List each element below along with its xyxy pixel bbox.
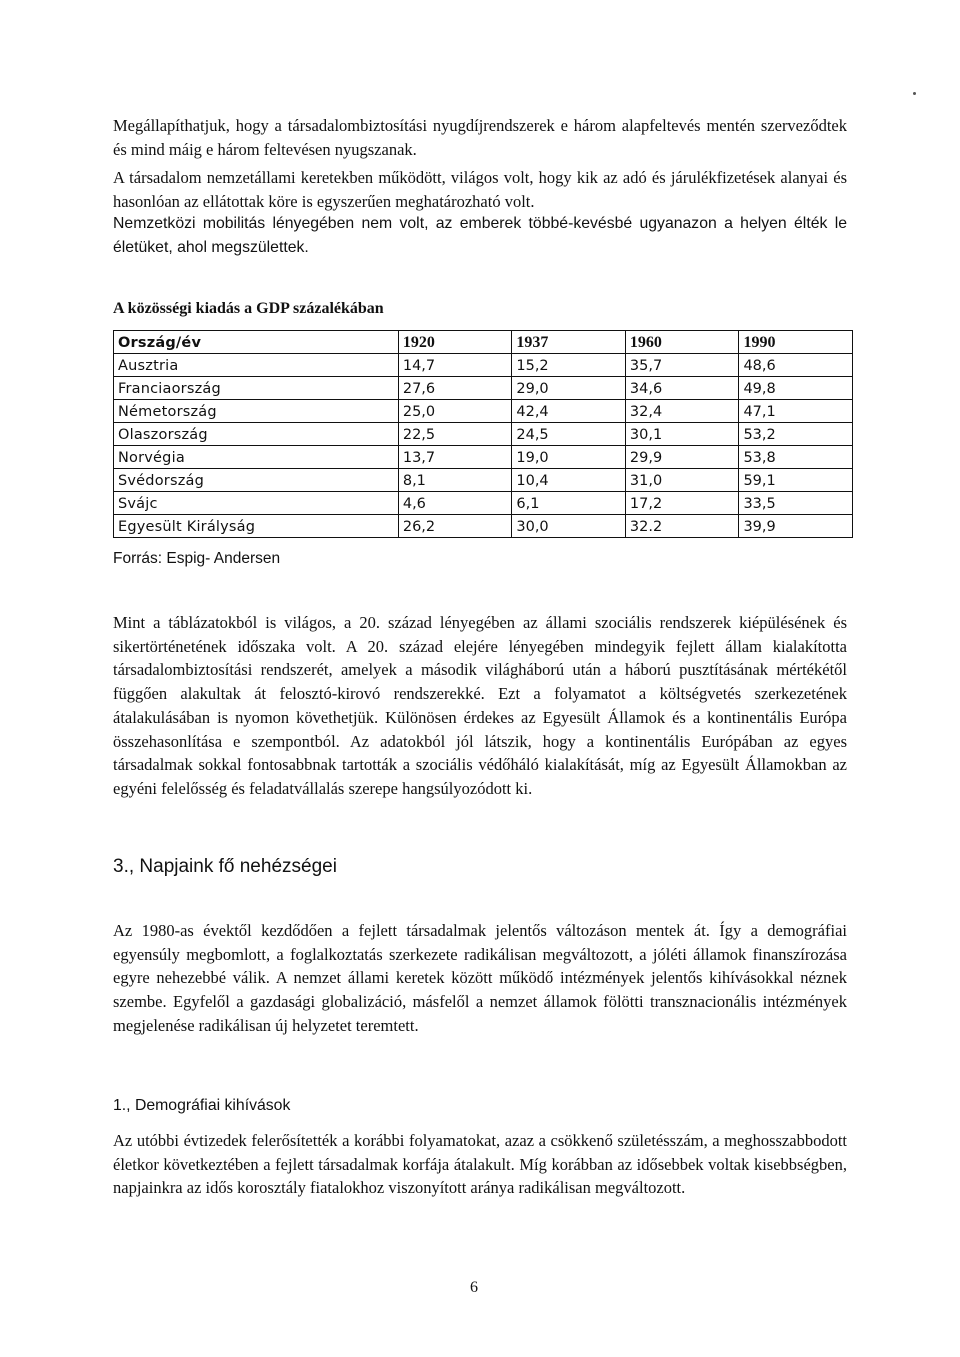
cell-value: 53,2 xyxy=(739,423,853,446)
cell-country: Németország xyxy=(114,400,399,423)
cell-value: 30,0 xyxy=(512,515,626,538)
gdp-spending-table xyxy=(113,330,853,538)
cell-value: 13,7 xyxy=(398,446,512,469)
table-title: A közösségi kiadás a GDP százalékában xyxy=(113,300,384,317)
table-row xyxy=(114,354,853,377)
cell-country: Franciaország xyxy=(114,377,399,400)
scan-speck xyxy=(913,92,916,95)
cell-value: 39,9 xyxy=(739,515,853,538)
cell-value: 32.2 xyxy=(625,515,739,538)
table-row xyxy=(114,446,853,469)
table-row xyxy=(114,400,853,423)
cell-value: 14,7 xyxy=(398,354,512,377)
table-row xyxy=(114,492,853,515)
cell-value: 6,1 xyxy=(512,492,626,515)
cell-value: 34,6 xyxy=(625,377,739,400)
paragraph-mobility: Nemzetközi mobilitás lényegében nem volt, az emberek többé-kevésbé ugyanazon a helyen élték le életüket, ahol megszülettek. xyxy=(113,215,847,256)
cell-value: 27,6 xyxy=(398,377,512,400)
cell-country: Ausztria xyxy=(114,354,399,377)
cell-country: Olaszország xyxy=(114,423,399,446)
cell-value: 15,2 xyxy=(512,354,626,377)
cell-value: 35,7 xyxy=(625,354,739,377)
header-cell-year: 1920 xyxy=(398,331,512,354)
table-header-row xyxy=(114,331,853,354)
header-cell-year: 1937 xyxy=(512,331,626,354)
cell-value: 24,5 xyxy=(512,423,626,446)
cell-value: 49,8 xyxy=(739,377,853,400)
cell-value: 8,1 xyxy=(398,469,512,492)
cell-country: Norvégia xyxy=(114,446,399,469)
cell-value: 53,8 xyxy=(739,446,853,469)
header-cell-year: 1990 xyxy=(739,331,853,354)
table-row xyxy=(114,469,853,492)
page-number: 6 xyxy=(470,1279,478,1296)
cell-country: Svédország xyxy=(114,469,399,492)
cell-value: 25,0 xyxy=(398,400,512,423)
section-heading-3: 3., Napjaink fő nehézségei xyxy=(113,856,337,877)
table-source: Forrás: Espig- Andersen xyxy=(113,550,281,567)
cell-value: 22,5 xyxy=(398,423,512,446)
cell-value: 32,4 xyxy=(625,400,739,423)
cell-value: 10,4 xyxy=(512,469,626,492)
cell-value: 4,6 xyxy=(398,492,512,515)
header-cell-country: Ország/év xyxy=(114,331,399,354)
cell-value: 48,6 xyxy=(739,354,853,377)
cell-value: 59,1 xyxy=(739,469,853,492)
paragraph-intro: Megállapíthatjuk, hogy a társadalombiztosítási nyugdíjrendszerek e három alapfeltevés mentén szerveződtek és mind máig e három feltevésen nyugszanak. xyxy=(113,116,847,159)
cell-value: 17,2 xyxy=(625,492,739,515)
cell-value: 29,0 xyxy=(512,377,626,400)
paragraph-section3: Az 1980-as évektől kezdődően a fejlett társadalmak jelentős változáson mentek át. Így a demográfiai egyensúly megbomlott, a foglalkoztatás szerkezete radikálisan megváltozott, a jóléti államok finanszírozása egyre nehezebbé válik. A nemzet állami keretek között működő intézmények jelentős kihívásokkal néznek szembe. Egyfelől a gazdasági globalizáció, másfelől a nemzet államok fölötti transznacionális intézmények megjelenése radikálisan új helyzetet teremtett. xyxy=(113,921,847,1035)
table-row xyxy=(114,377,853,400)
paragraph-after-table: Mint a táblázatokból is világos, a 20. század lényegében az állami szociális rendszerek kiépülésének és sikertörténetének időszaka volt. A 20. század elejére lényegében mindegyik fejlett állam kialakította társadalombiztosítási rendszerét, amelyek a második világháború után a háború pusztításának mértékétől függően alakultak át felosztó-kirovó rendszerekké. Ezt a folyamatot a költségvetés szerkezetének átalakulásában is nyomon követhetjük. Különösen érdekes az Egyesült Államok és a kontinentális Európa összehasonlítása e szempontból. Az adatokból jól látszik, hogy a kontinentális Európában az egyes társadalmak sokkal fontosabbnak tartották a szociális védőháló kialakítását, míg az Egyesült Államokban az egyéni felelősség és feladatvállalás szerepe hangsúlyozódott ki. xyxy=(113,613,847,798)
cell-value: 26,2 xyxy=(398,515,512,538)
cell-value: 29,9 xyxy=(625,446,739,469)
cell-country: Svájc xyxy=(114,492,399,515)
cell-value: 30,1 xyxy=(625,423,739,446)
table-row xyxy=(114,423,853,446)
cell-value: 33,5 xyxy=(739,492,853,515)
paragraph-state: A társadalom nemzetállami keretekben működött, világos volt, hogy kik az adó és járulékfizetések alanyai és hasonlóan az ellátottak köre is egyszerűen meghatározható volt. xyxy=(113,168,847,211)
cell-value: 19,0 xyxy=(512,446,626,469)
paragraph-demographic: Az utóbbi évtizedek felerősítették a korábbi folyamatokat, azaz a csökkenő születésszám, a meghosszabbodott életkor következtében a fejlett társadalmak korfája átalakult. Míg korábban az idősebbek voltak kisebbségben, napjainkra az idős korosztály fiatalokhoz viszonyított aránya radikálisan megváltozott. xyxy=(113,1131,847,1198)
subsection-heading-1: 1., Demográfiai kihívások xyxy=(113,1097,291,1114)
header-cell-year: 1960 xyxy=(625,331,739,354)
table-row xyxy=(114,515,853,538)
cell-country: Egyesült Királyság xyxy=(114,515,399,538)
cell-value: 31,0 xyxy=(625,469,739,492)
cell-value: 47,1 xyxy=(739,400,853,423)
cell-value: 42,4 xyxy=(512,400,626,423)
